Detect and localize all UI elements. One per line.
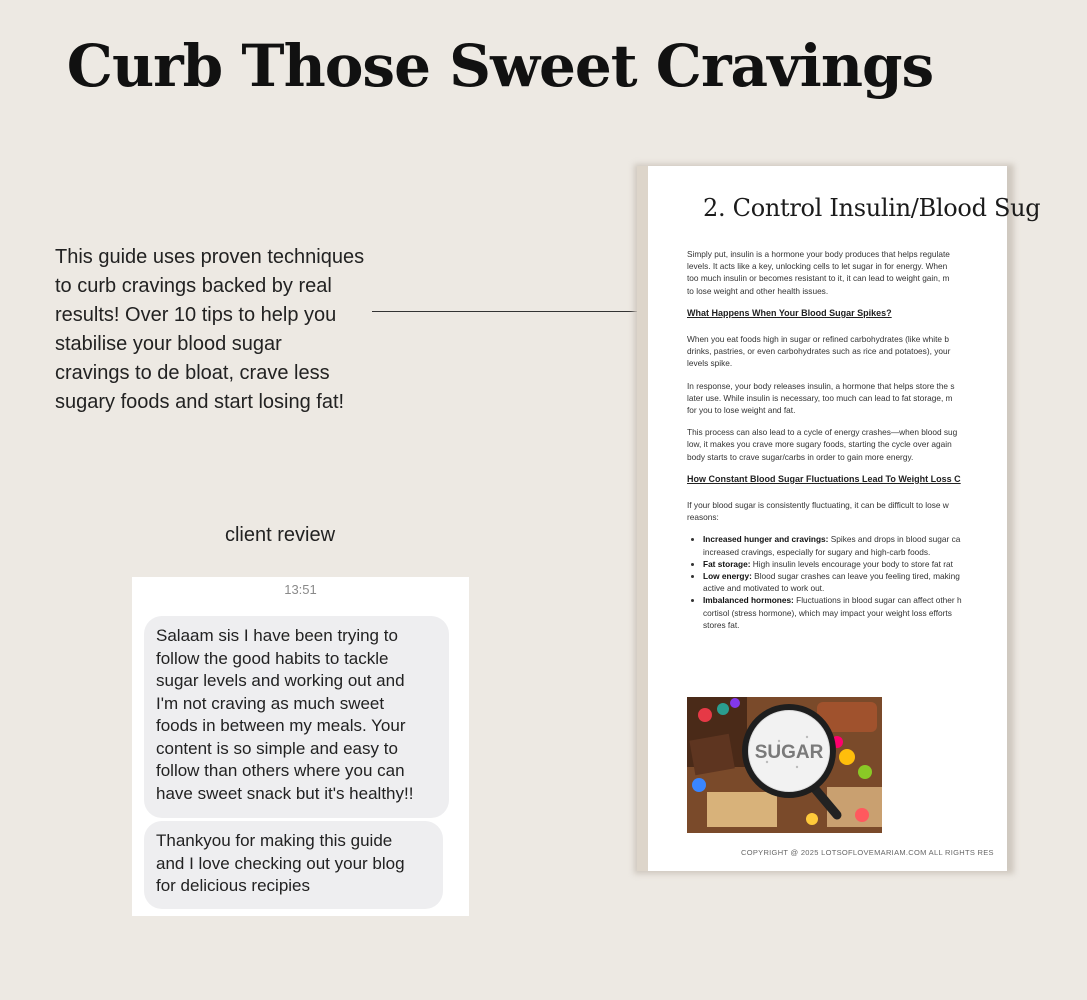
review-label: client review <box>224 524 336 546</box>
document-spine <box>637 166 648 871</box>
document-body <box>687 248 1087 631</box>
candy-illustration <box>687 697 882 833</box>
section-heading: What Happens When Your Blood Sugar Spikes? <box>687 307 892 318</box>
text-line: When you eat foods high in sugar or refined carbohydrates (like white b <box>687 334 949 345</box>
section-heading: How Constant Blood Sugar Fluctuations Lead To Weight Loss C <box>687 473 961 484</box>
message-line: Salaam sis I have been trying to <box>156 626 398 645</box>
paragraph <box>687 499 1087 523</box>
text-line: drinks, pastries, or even carbohydrates such as rice and potatoes), your <box>687 346 951 357</box>
text-line: body starts to crave sugar/carbs in order to gain more energy. <box>687 451 914 462</box>
text-line: increased cravings, especially for sugary and high-carb foods. <box>703 546 931 557</box>
text-line: too much insulin or becomes resistant to it, it can lead to weight gain, m <box>687 273 950 284</box>
message-line: have sweet snack but it's healthy!! <box>156 783 414 803</box>
text-line: cortisol (stress hormone), which may impact your weight loss efforts <box>703 607 952 618</box>
bullet-item <box>703 533 1087 557</box>
paragraph <box>687 380 1087 417</box>
intro-line: stabilise your blood sugar <box>55 333 282 355</box>
message-line: content is so simple and easy to <box>156 738 398 758</box>
text-line: In response, your body releases insulin, a hormone that helps store the s <box>687 380 955 391</box>
message-line: sugar levels and working out and <box>156 671 405 690</box>
intro-line: to curb cravings backed by real <box>55 275 332 297</box>
text-line: to lose weight and other health issues. <box>687 285 829 296</box>
text-line: Fluctuations in blood sugar can affect other h <box>793 595 962 606</box>
bullet-term: Fat storage: <box>703 558 751 569</box>
text-line: reasons: <box>687 512 719 523</box>
bullet-item <box>703 570 1087 594</box>
paragraph <box>687 426 1087 463</box>
text-line: Blood sugar crashes can leave you feeling tired, making <box>751 571 960 582</box>
bullet-term: Increased hunger and cravings: <box>703 534 829 545</box>
connector-line <box>372 311 674 312</box>
photo-sugar-text: SUGAR <box>754 742 824 763</box>
text-line: If your blood sugar is consistently fluctuating, it can be difficult to lose w <box>687 500 949 511</box>
intro-line: cravings to de bloat, crave less <box>55 362 330 384</box>
text-line: stores fat. <box>703 619 740 630</box>
guide-page-preview <box>637 166 1041 871</box>
message-line: I'm not craving as much sweet <box>156 693 385 713</box>
text-line: Spikes and drops in blood sugar ca <box>828 534 961 545</box>
text-line: for you to lose weight and fat. <box>687 405 796 416</box>
document-footer: COPYRIGHT @ 2025 LOTSOFLOVEMARIAM.COM ALL RIGHTS RES <box>741 848 994 857</box>
bullet-item <box>703 558 1087 570</box>
intro-line: results! Over 10 tips to help you <box>55 304 337 326</box>
text-line: levels. It acts like a key, unlocking cells to let sugar in for energy. When <box>687 261 948 272</box>
text-line: low, it makes you crave more sugary foods, starting the cycle over again <box>687 439 952 450</box>
message-timestamp: 13:51 <box>284 582 317 597</box>
text-line: active and motivated to work out. <box>703 583 825 594</box>
bullet-term: Imbalanced hormones: <box>703 595 794 606</box>
text-line: High insulin levels encourage your body to store fat rat <box>750 558 953 569</box>
message-line: for delicious recipies <box>156 876 311 895</box>
intro-text <box>55 243 395 417</box>
message-line: Thankyou for making this guide <box>156 831 393 850</box>
text-line: Simply put, insulin is a hormone your body produces that helps regulate <box>687 249 950 259</box>
text-line: levels spike. <box>687 358 733 369</box>
text-line: later use. While insulin is necessary, too much can lead to fat storage, m <box>687 392 953 403</box>
intro-line: sugary foods and start losing fat! <box>55 391 345 413</box>
text-line: This process can also lead to a cycle of energy crashes—when blood sug <box>687 427 958 438</box>
message-bubble <box>144 821 443 909</box>
intro-line: This guide uses proven techniques <box>55 246 365 268</box>
document-title: 2. Control Insulin/Blood Sug <box>703 194 1041 222</box>
message-line: and I love checking out your blog <box>156 853 405 873</box>
message-line: foods in between my meals. Your <box>156 716 406 735</box>
paragraph <box>687 333 1087 370</box>
bullet-list <box>687 533 1087 631</box>
message-line: follow than others where you can <box>156 761 405 780</box>
paragraph <box>687 248 1087 297</box>
bullet-term: Low energy: <box>703 571 752 582</box>
sugar-magnifier-photo <box>687 697 882 833</box>
message-bubble <box>144 616 449 818</box>
bullet-item <box>703 594 1087 631</box>
message-line: follow the good habits to tackle <box>156 648 389 668</box>
chat-screenshot <box>132 577 469 916</box>
page-headline: Curb Those Sweet Cravings <box>66 32 934 100</box>
